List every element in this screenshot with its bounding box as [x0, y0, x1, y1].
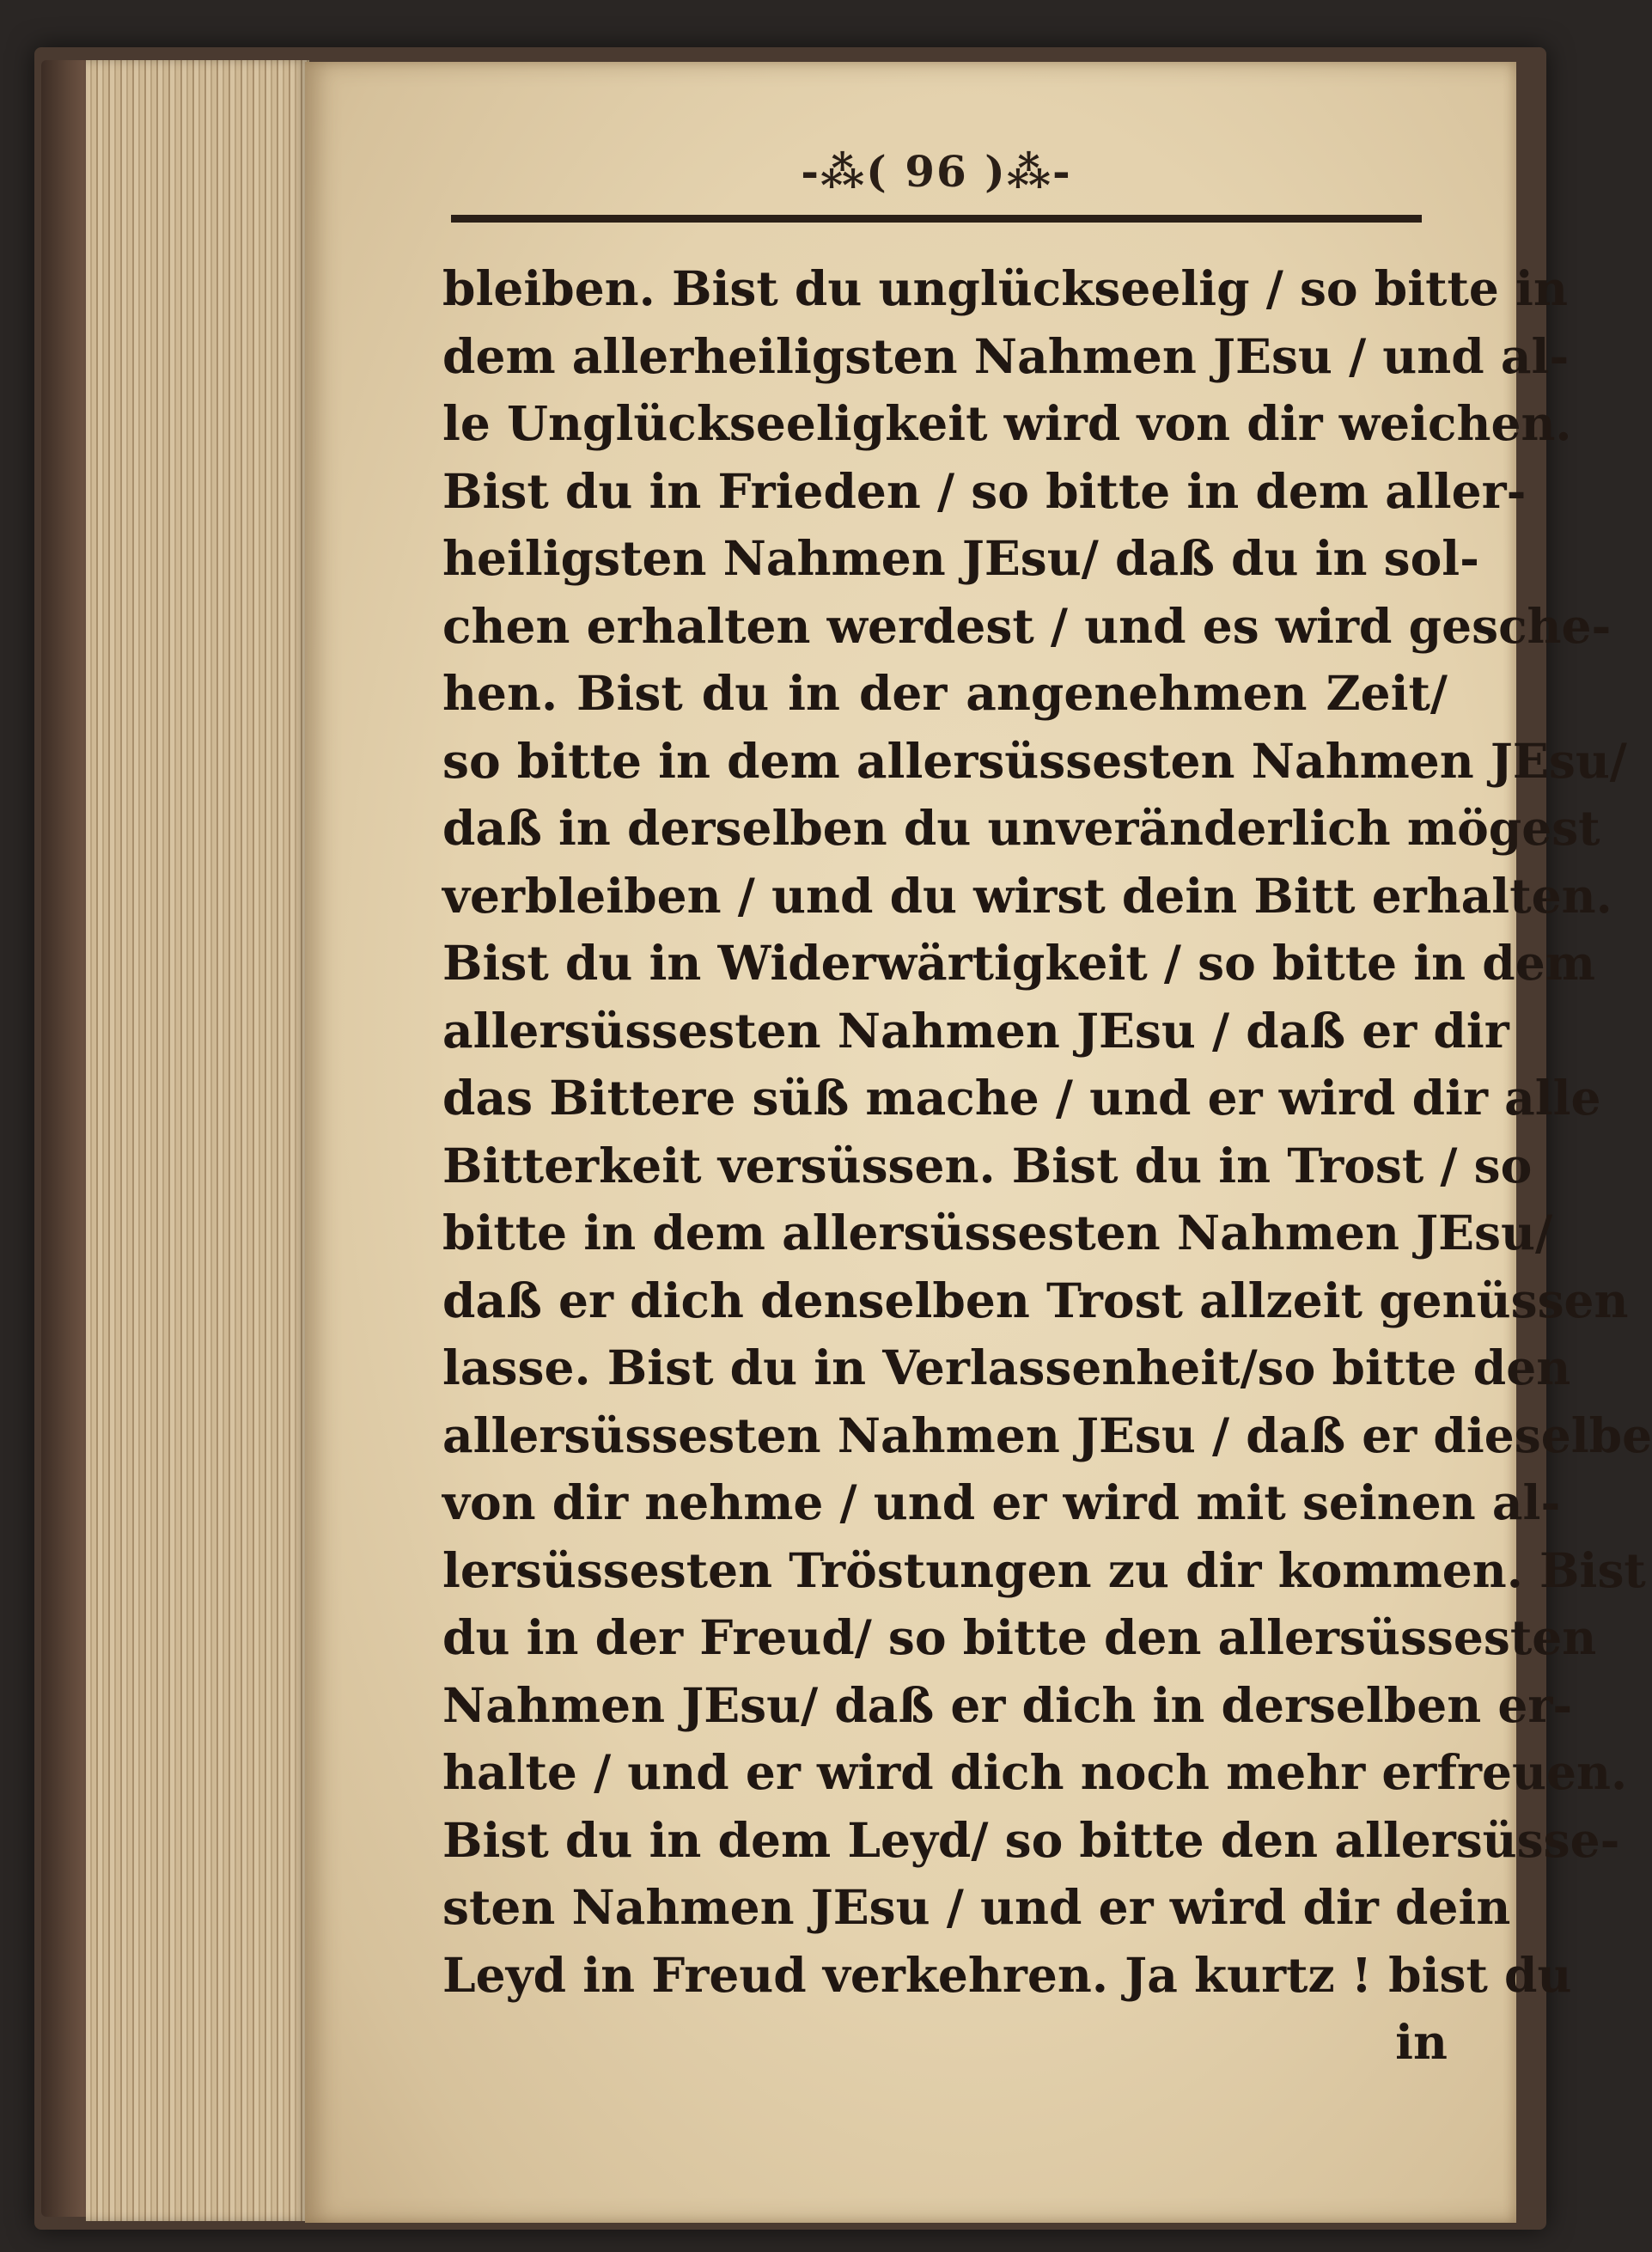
- page-number: -⁂( 96 )⁂-: [801, 146, 1072, 197]
- text-line: bitte in dem allersüssesten Nahmen JEsu/: [442, 1205, 1553, 1260]
- text-line: le Unglückseeligkeit wird von dir weichen.: [442, 395, 1572, 451]
- catchword: in: [1395, 2014, 1448, 2070]
- body-text: [442, 255, 1652, 2077]
- header-rule: [451, 215, 1422, 223]
- text-line: hen. Bist du in der angenehmen Zeit/: [442, 665, 1448, 721]
- text-line: allersüssesten Nahmen JEsu / daß er dir: [442, 1002, 1509, 1059]
- text-line: Bist du in Frieden / so bitte in dem aller-: [442, 462, 1527, 519]
- text-line: heiligsten Nahmen JEsu/ daß du in sol-: [442, 530, 1479, 586]
- page-edges: [86, 60, 309, 2221]
- text-line: sten Nahmen JEsu / und er wird dir dein: [442, 1879, 1511, 1935]
- text-line: das Bittere süß mache / und er wird dir alle: [442, 1070, 1601, 1126]
- text-line: allersüssesten Nahmen JEsu / daß er dieselbe: [442, 1407, 1652, 1463]
- text-line: chen erhalten werdest / und es wird gesche-: [442, 597, 1612, 654]
- text-line: Nahmen JEsu/ daß er dich in derselben er-: [442, 1676, 1573, 1733]
- text-line: bleiben. Bist du unglückseelig / so bitte in: [442, 260, 1568, 316]
- text-line: Bitterkeit versüssen. Bist du in Trost / so: [442, 1137, 1533, 1193]
- text-line: Bist du in Widerwärtigkeit / so bitte in dem: [442, 935, 1595, 991]
- text-line: lasse. Bist du in Verlassenheit/so bitte den: [442, 1340, 1571, 1395]
- page-header: [451, 113, 1422, 225]
- text-line: du in der Freud/ so bitte den allersüssesten: [442, 1609, 1597, 1665]
- text-line: Bist du in dem Leyd/ so bitte den allersüsse-: [442, 1811, 1620, 1868]
- text-line: verbleiben / und du wirst dein Bitt erhalten.: [442, 867, 1612, 924]
- text-line: daß er dich denselben Trost allzeit genüssen: [442, 1272, 1629, 1328]
- text-line: dem allerheiligsten Nahmen JEsu / und al-: [442, 327, 1570, 384]
- text-line: so bitte in dem allersüssesten Nahmen JEsu/: [442, 732, 1627, 789]
- text-line: halte / und er wird dich noch mehr erfreuen.: [442, 1744, 1628, 1800]
- text-line: von dir nehme / und er wird mit seinen al-: [442, 1474, 1561, 1530]
- text-line: Leyd in Freud verkehren. Ja kurtz ! bist du: [442, 1946, 1572, 2003]
- book-page: [305, 62, 1652, 2223]
- text-line: lersüssesten Tröstungen zu dir kommen. Bist: [442, 1541, 1646, 1598]
- text-line: daß in derselben du unveränderlich mögest: [442, 800, 1600, 856]
